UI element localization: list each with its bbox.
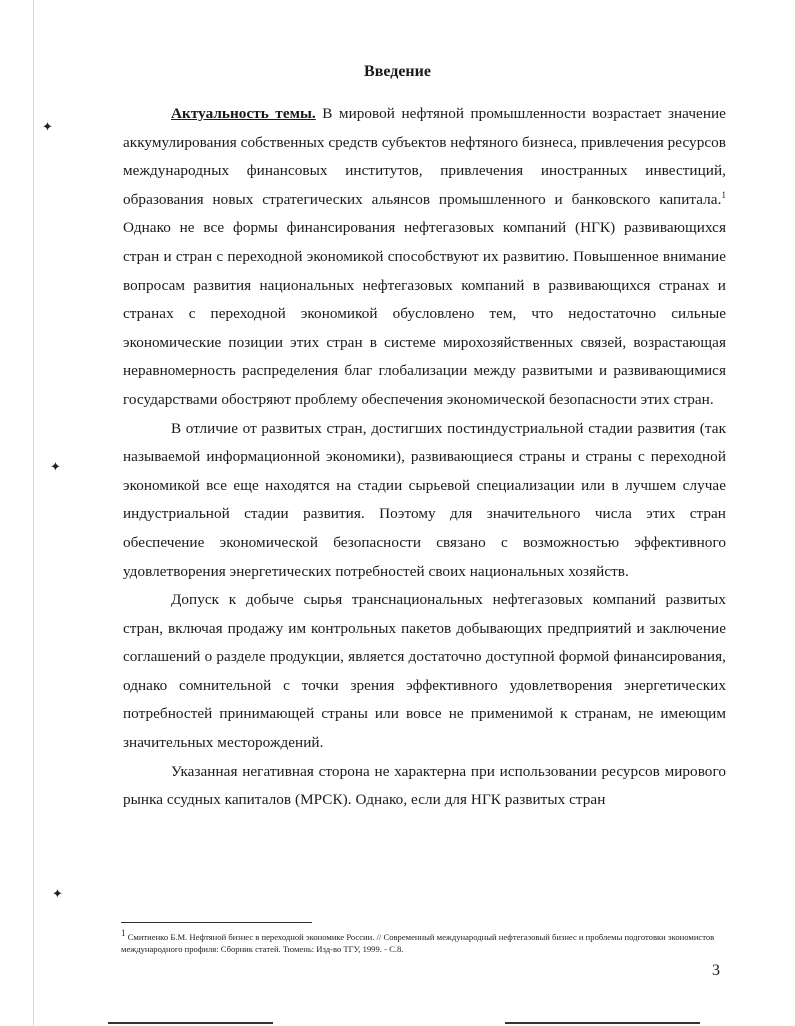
body-text	[123, 100, 726, 815]
paragraph-text: Однако не все формы финансирования нефтегазовых компаний (НГК) развивающихся стран и стран с переходной экономикой способствуют их развитию. Повышенное внимание вопросам развития национальных нефтегазовых компаний в развивающихся странах и странах с переходной экономикой обусловлено тем, что недостаточно сильные экономические позиции этих стран в системе мирохозяйственных связей, возрастающая неравномерность распределения благ глобализации между развитыми и развивающимися государствами обостряют проблему обеспечения экономической безопасности этих стран.	[123, 219, 726, 408]
margin-mark: ✦	[50, 459, 61, 474]
paragraph-2: В отличие от развитых стран, достигших постиндустриальной стадии развития (так называемой информационной экономики), развивающиеся страны и страны с переходной экономикой все еще находятся на стадии сырьевой специализации или в лучшем случае индустриальной стадии развития. Поэтому для значительного числа этих стран обеспечение экономической безопасности связано с возможностью эффективного удовлетворения энергетических потребностей своих национальных хозяйств.	[123, 419, 726, 580]
footnote-reference: 1	[721, 189, 726, 200]
paragraph-text: В мировой нефтяной промышленности возрастает значение аккумулирования собственных средств субъектов нефтяного бизнеса, привлечения ресурсов международных финансовых институтов, привлечения иностранных инвестиций, образования новых стратегических альянсов промышленного и банковского капитала.	[123, 105, 726, 208]
page-number: 3	[712, 962, 720, 979]
margin-mark: ✦	[52, 886, 63, 901]
scan-edge-line	[33, 0, 34, 1026]
margin-mark: ✦	[42, 119, 53, 134]
scan-bottom-line	[108, 1022, 273, 1024]
footnote-mark: 1	[121, 928, 126, 939]
footnote-text: Смитиенко Б.М. Нефтяной бизнес в переходной экономике России. // Современный международный нефтегазовый бизнес и проблемы подготовки экономистов международного профиля: Сборник статей. Тюмень: Изд-во ТГУ, 1999. - С.8.	[121, 932, 715, 954]
paragraph-3: Допуск к добыче сырья транснациональных нефтегазовых компаний развитых стран, включая продажу им контрольных пакетов добывающих предприятий и заключение соглашений о разделе продукции, является достаточно доступной формой финансирования, однако сомнительной с точки зрения эффективного удовлетворения энергетических потребностей принимающей страны или вовсе не применимой к странам, не имеющим значительных месторождений.	[123, 591, 726, 752]
paragraph-lead: Актуальность темы.	[171, 105, 316, 122]
paragraph-4: Указанная негативная сторона не характерна при использовании ресурсов мирового рынка ссудных капиталов (МРСК). Однако, если для НГК развитых стран	[123, 762, 726, 809]
paragraph-1	[123, 100, 726, 415]
footnote-divider	[121, 922, 312, 923]
footnote	[121, 928, 726, 955]
scan-bottom-line	[505, 1022, 700, 1024]
page-title: Введение	[364, 63, 431, 80]
